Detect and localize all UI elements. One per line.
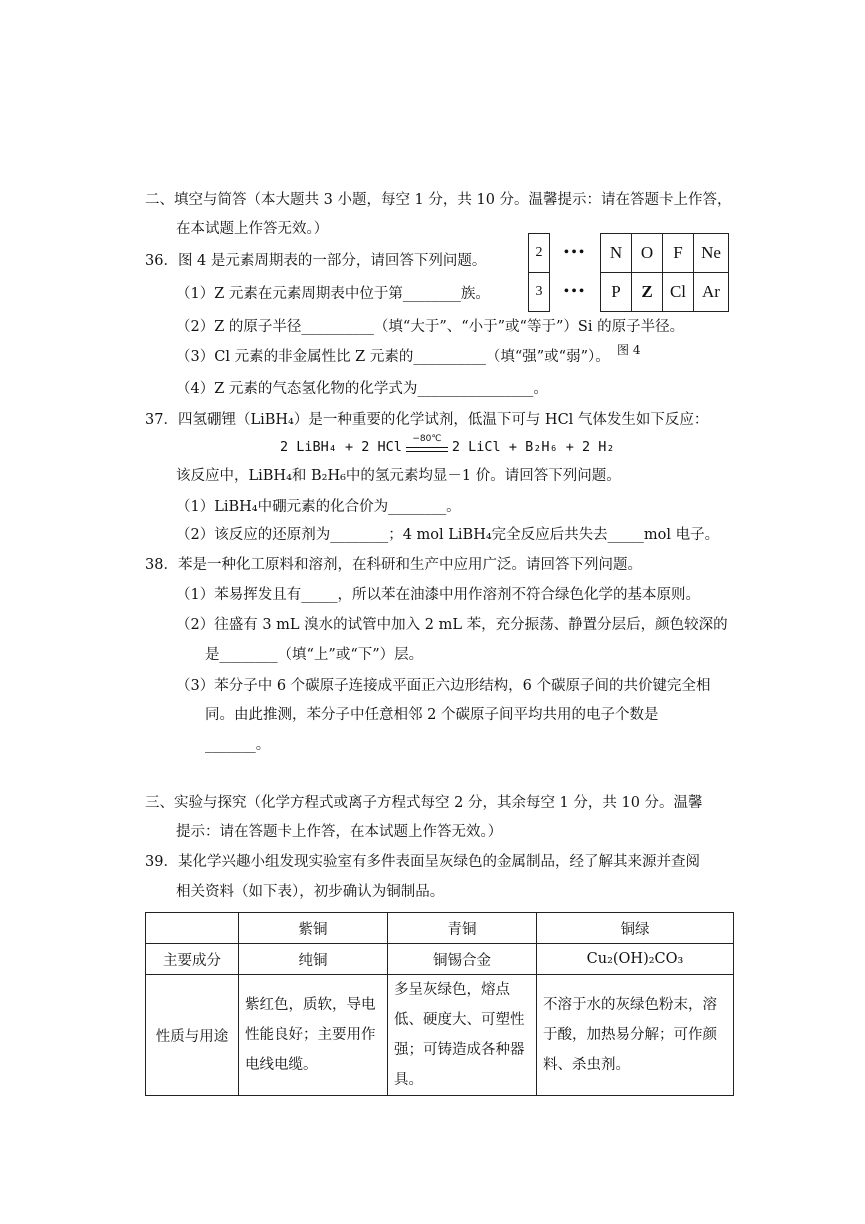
table-header: 青铜 bbox=[388, 913, 537, 944]
q36-part2: （2）Z 的原子半径__________（填“大于”、“小于”或“等于”）Si 的原子半径。 bbox=[176, 319, 685, 335]
element-cell: Ar bbox=[694, 273, 729, 312]
section3-header-line2: 提示：请在答题卡上作答，在本试题上作答无效。） bbox=[176, 824, 503, 840]
equation-products: 2 LiCl + B₂H₆ + 2 H₂ bbox=[451, 439, 615, 455]
ellipsis-dots: ••• bbox=[563, 283, 587, 300]
element-cell: F bbox=[663, 234, 694, 273]
q38-part2-line1: （2）往盛有 3 mL 溴水的试管中加入 2 mL 苯，充分振荡、静置分层后，颜色较深的 bbox=[176, 617, 728, 633]
table-header: 紫铜 bbox=[239, 913, 388, 944]
figure-caption: 图 4 bbox=[617, 343, 641, 357]
q37-part2: （2）该反应的还原剂为________；4 mol LiBH₄完全反应后共失去_____mol 电子。 bbox=[176, 527, 720, 543]
table-cell-text: 紫红色，质软，导电性能良好；主要用作电线电缆。 bbox=[245, 997, 376, 1073]
q37-stem: 37．四氢硼锂（LiBH₄）是一种重要的化学试剂，低温下可与 HCl 气体发生如下反应： bbox=[145, 412, 709, 428]
element-cell-z: Z bbox=[632, 273, 663, 312]
table-cell bbox=[239, 975, 388, 1096]
ellipsis-dots: ••• bbox=[563, 244, 587, 261]
table-cell bbox=[537, 975, 734, 1096]
q38-part2-line2: 是________（填“上”或“下”）层。 bbox=[205, 647, 424, 663]
element-cell: Cl bbox=[663, 273, 694, 312]
table-cell-text: 多呈灰绿色，熔点低、硬度大、可塑性强；可铸造成各种器具。 bbox=[394, 982, 525, 1088]
periodic-table-fragment bbox=[528, 233, 729, 312]
table-cell-text: 不溶于水的灰绿色粉末，溶于酸，加热易分解；可作颜料、杀虫剂。 bbox=[543, 997, 717, 1073]
q38-part1: （1）苯易挥发且有_____，所以苯在油漆中用作溶剂不符合绿色化学的基本原则。 bbox=[176, 587, 700, 603]
table-cell: 纯铜 bbox=[239, 944, 388, 975]
reaction-equation bbox=[280, 434, 615, 456]
element-cell: N bbox=[601, 234, 632, 273]
condition-text: −80℃ bbox=[412, 434, 442, 444]
q39-stem-line2: 相关资料（如下表），初步确认为铜制品。 bbox=[176, 884, 445, 900]
copper-table bbox=[145, 912, 734, 1096]
section2-header-line2: 在本试题上作答无效。） bbox=[176, 221, 329, 237]
equation-reactants: 2 LiBH₄ + 2 HCl bbox=[280, 439, 402, 455]
element-cell: Ne bbox=[694, 234, 729, 273]
table-cell bbox=[388, 975, 537, 1096]
table-cell: Cu₂(OH)₂CO₃ bbox=[537, 944, 734, 975]
section3-header-line1: 三、实验与探究（化学方程式或离子方程式每空 2 分，其余每空 1 分，共 10 分。温馨 bbox=[145, 795, 703, 811]
q37-note: 该反应中，LiBH₄和 B₂H₆中的氢元素均显－1 价。请回答下列问题。 bbox=[176, 468, 621, 484]
table-header bbox=[146, 913, 239, 944]
q36-part1: （1）Z 元素在元素周期表中位于第________族。 bbox=[176, 286, 490, 302]
reaction-condition bbox=[406, 434, 448, 456]
period-label: 2 bbox=[529, 234, 550, 273]
q36-part4: （4）Z 元素的气态氢化物的化学式为________________。 bbox=[176, 381, 548, 397]
q36-part3: （3）Cl 元素的非金属性比 Z 元素的__________（填“强”或“弱”）。 bbox=[176, 349, 610, 365]
table-header: 铜绿 bbox=[537, 913, 734, 944]
q38-part3-line3: _______。 bbox=[205, 737, 271, 753]
q38-stem: 38．苯是一种化工原料和溶剂，在科研和生产中应用广泛。请回答下列问题。 bbox=[145, 557, 642, 573]
section2-header-line1: 二、填空与简答（本大题共 3 小题，每空 1 分，共 10 分。温馨提示：请在答题卡上作答， bbox=[145, 192, 732, 208]
period-label: 3 bbox=[529, 273, 550, 312]
element-cell: P bbox=[601, 273, 632, 312]
q38-part3-line1: （3）苯分子中 6 个碳原子连接成平面正六边形结构，6 个碳原子间的共价键完全相 bbox=[176, 678, 711, 694]
table-row-label: 性质与用途 bbox=[146, 975, 239, 1096]
q39-stem-line1: 39．某化学兴趣小组发现实验室有多件表面呈灰绿色的金属制品，经了解其来源并查阅 bbox=[145, 854, 700, 870]
q37-part1: （1）LiBH₄中硼元素的化合价为________。 bbox=[176, 499, 461, 515]
table-row-label: 主要成分 bbox=[146, 944, 239, 975]
table-cell: 铜锡合金 bbox=[388, 944, 537, 975]
q36-stem: 36．图 4 是元素周期表的一部分，请回答下列问题。 bbox=[145, 253, 487, 269]
element-cell: O bbox=[632, 234, 663, 273]
q38-part3-line2: 同。由此推测，苯分子中任意相邻 2 个碳原子间平均共用的电子个数是 bbox=[205, 707, 659, 723]
